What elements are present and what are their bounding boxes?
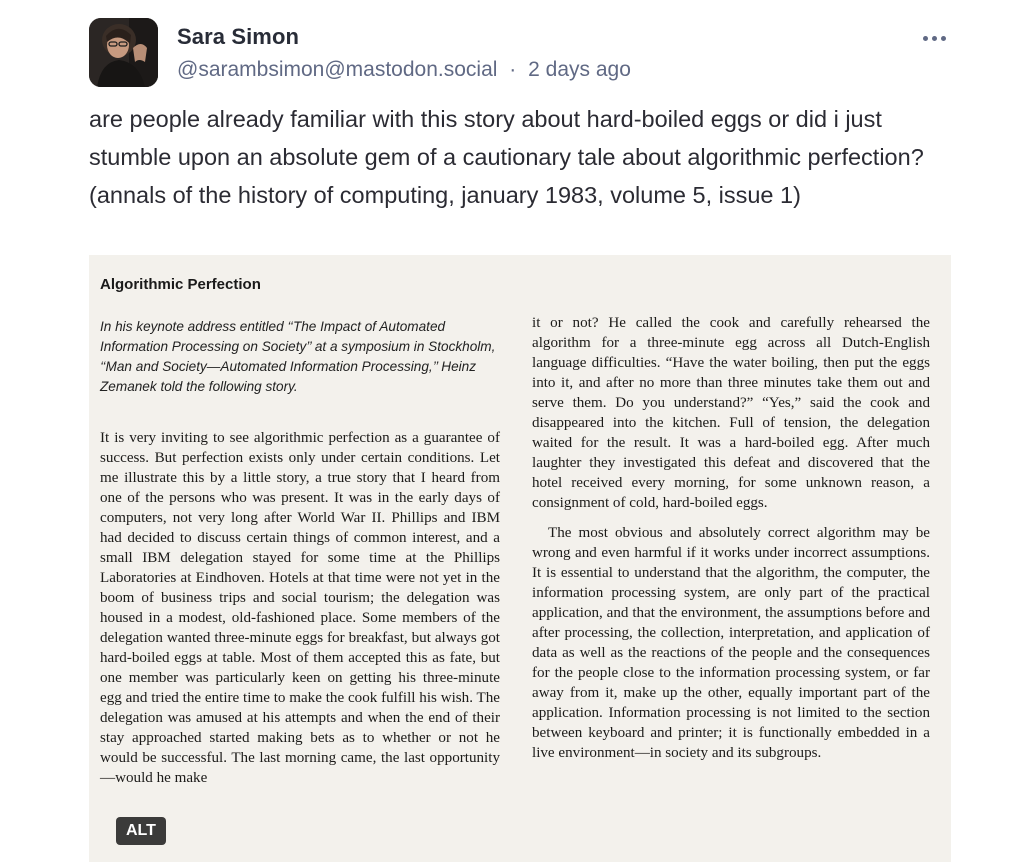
article-intro: In his keynote address entitled ‘‘The Impact of Automated Information Processing on Society’’ at a symposium in Stockholm, ‘‘Man and Society—Automated Information Processing,’’ Heinz Zemanek told the following story.	[100, 319, 496, 394]
article-right-column	[532, 313, 930, 763]
status-text: are people already familiar with this story about hard-boiled eggs or did i just stumble upon an absolute gem of a cautionary tale about algorithmic perfection? (annals of the history of computing, january 1983, volume 5, issue 1)	[89, 106, 924, 208]
article-title: Algorithmic Perfection	[100, 276, 261, 293]
article-right-paragraph: The most obvious and absolutely correct algorithm may be wrong and even harmful if it works under incorrect assumptions. It is essential to understand that the algorithm, the computer, the information processing system, are only part of the practical application, and that the environment, the assumptions before and after processing, the collection, interpretation, and application of data as well as the reactions of the people and the consequences for the people close to the information processing system, or far away from it, make up the other, equally important part of the application. Information processing is not limited to the section between keyboard and printer; it is functionally embedded in a live environment—in society and its subgroups.	[532, 525, 930, 761]
account-handle[interactable]: @sarambsimon@mastodon.social	[177, 58, 498, 81]
meta-separator: ·	[509, 58, 517, 81]
post-timestamp[interactable]: 2 days ago	[528, 58, 631, 81]
article-right-paragraph: it or not? He called the cook and carefully rehearsed the algorithm for a three-minute egg across all Dutch-English language difficulties. “Have the water boiling, then put the eggs into it, and after no more than three minutes take them out and serve them. Do you understand?” “Yes,” said the cook and disappeared into the kitchen. Full of tension, the delegation waited for the result. It was a hard-boiled egg. After much laughter they investigated this defeat and discovered that the hotel received every morning, for some unknown reason, a consignment of cold, hard-boiled eggs.	[532, 315, 930, 511]
alt-text-badge[interactable]: ALT	[116, 817, 166, 845]
avatar-photo	[89, 18, 158, 87]
article-left-column: It is very inviting to see algorithmic perfection as a guarantee of success. But perfection exists only under certain conditions. Let me illustrate this by a little story, a true story that I heard from one of the persons who was present. It was in the early days of computers, not very long after World War II. Phillips and IBM had decided to discuss certain things of common interest, and a small IBM delegation stayed for some time at the Phillips Laboratories at Eindhoven. Hotels at that time were not yet in the boom of business trips and social tourism; the delegation was housed in a modest, old-fashioned place. Some members of the delegation wanted three-minute eggs for breakfast, but always got hard-boiled eggs at table. Most of them accepted this as fate, but one member was particularly keen on getting his three-minute egg and tried the entire time to make the cook fulfill his wish. The delegation was amused at his attempts and when the end of their stay approached started making bets as to whether or not he would be successful. The last morning came, the last opportunity—would he make	[100, 430, 500, 786]
ellipsis-horizontal-icon	[923, 36, 928, 41]
media-attachment[interactable]	[89, 255, 951, 862]
more-options-button[interactable]	[912, 22, 956, 54]
display-name[interactable]: Sara Simon	[177, 24, 300, 49]
account-meta	[177, 58, 631, 82]
avatar[interactable]	[89, 18, 158, 87]
